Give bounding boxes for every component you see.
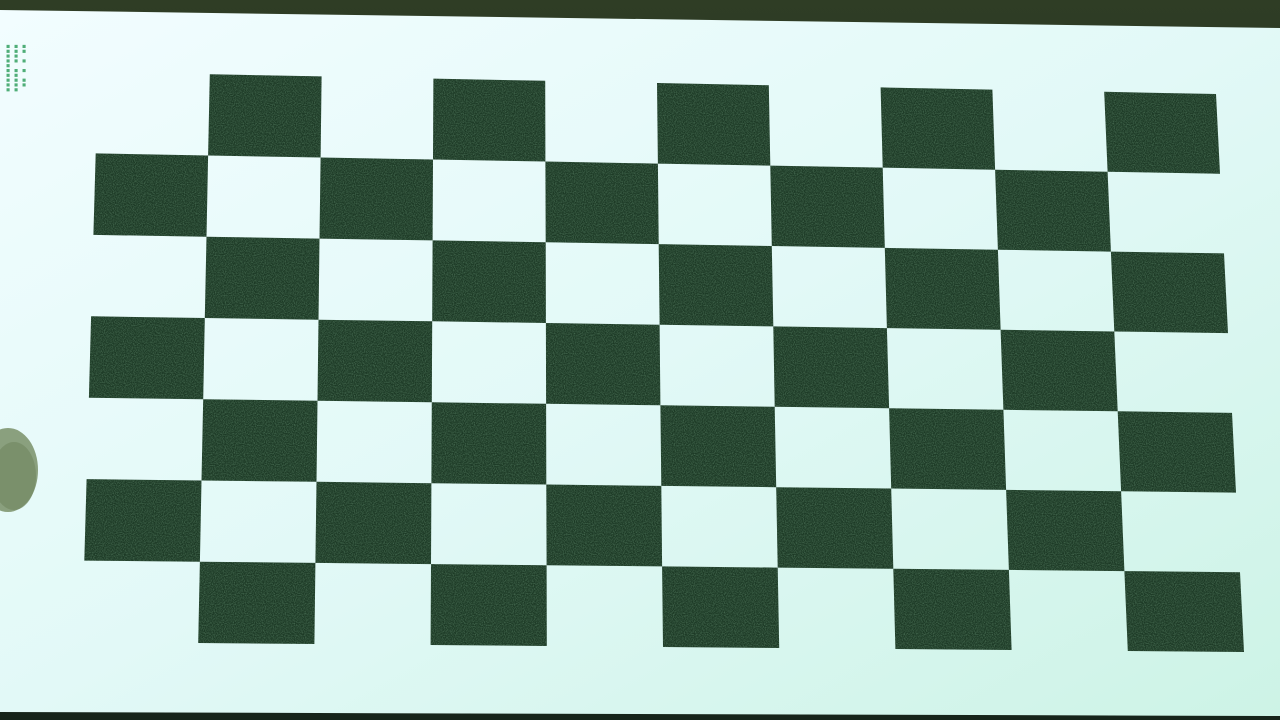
dark-square-texture xyxy=(432,240,546,323)
dark-square-texture xyxy=(1118,411,1236,492)
dark-square-texture xyxy=(315,482,431,564)
dark-square-texture xyxy=(198,562,315,644)
dark-square-texture xyxy=(545,162,658,245)
dark-square-texture xyxy=(205,237,320,320)
dark-square-texture xyxy=(1104,92,1220,174)
dark-square-texture xyxy=(1111,252,1228,334)
dark-square-texture xyxy=(208,74,322,157)
dark-square-texture xyxy=(433,79,545,162)
dark-square-texture xyxy=(431,564,547,646)
dark-square-texture xyxy=(893,569,1011,650)
dark-square-texture xyxy=(1124,571,1244,652)
dark-square-texture xyxy=(881,87,996,169)
dark-square-texture xyxy=(995,170,1111,252)
dark-square-texture xyxy=(546,485,662,567)
dark-square-texture xyxy=(1001,330,1118,412)
dark-square-texture xyxy=(659,244,774,326)
dark-square-texture xyxy=(657,83,770,166)
dark-square-texture xyxy=(1006,490,1124,571)
dark-square-texture xyxy=(662,566,779,648)
dark-square-texture xyxy=(84,479,201,562)
dark-square-texture xyxy=(320,158,434,241)
paper-fine-print: ▪▪ ▪ ▪ ▪▪ ▪▪▪▪ ▪▪▪▪▪ ▪▪▪▪▪▪▪▪▪▪ xyxy=(4,44,29,93)
dark-square-texture xyxy=(546,323,661,405)
dark-square-texture xyxy=(93,153,208,236)
dark-square-texture xyxy=(89,316,205,399)
dark-square-texture xyxy=(660,405,776,487)
dark-square-texture xyxy=(318,320,433,403)
dark-square-texture xyxy=(773,326,889,408)
dark-square-texture xyxy=(202,399,318,482)
dark-square-texture xyxy=(431,402,546,484)
dark-square-texture xyxy=(776,487,893,569)
dark-square-texture xyxy=(770,166,885,248)
dark-square-texture xyxy=(885,248,1001,330)
dark-square-texture xyxy=(889,408,1006,490)
